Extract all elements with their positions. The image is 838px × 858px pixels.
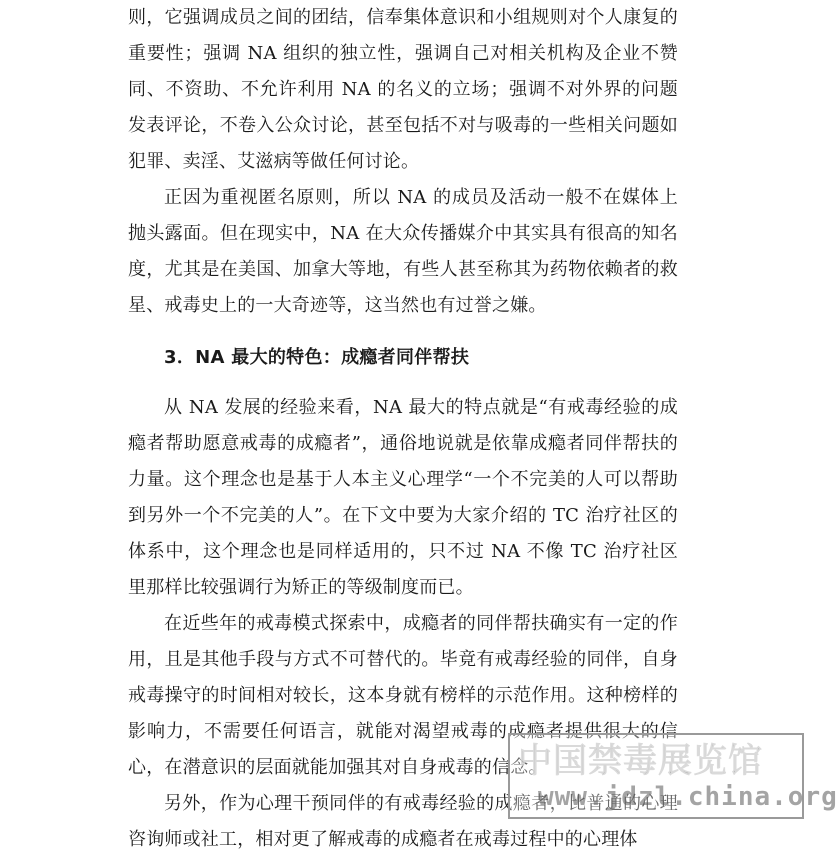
paragraph-4: 在近些年的戒毒模式探索中，成瘾者的同伴帮扶确实有一定的作用，且是其他手段与方式不可替代的。毕竟有戒毒经验的同伴，自身戒毒操守的时间相对较长，这本身就有榜样的示范作用。这种榜样的影响力，不需要任何语言，就能对渴望戒毒的成瘾者提供很大的信心，在潜意识的层面就能加强其对自身戒毒的信念。 — [128, 613, 678, 778]
paragraph-3: 从 NA 发展的经验来看，NA 最大的特点就是“有戒毒经验的成瘾者帮助愿意戒毒的成瘾者”，通俗地说就是依靠成瘾者同伴帮扶的力量。这个理念也是基于人本主义心理学“一个不完美的人可以帮助到另外一个不完美的人”。在下文中要为大家介绍的 TC 治疗社区的体系中，这个理念也是同样适用的，只不过 NA 不像 TC 治疗社区里那样比较强调行为矫正的等级制度而已。 — [128, 397, 678, 598]
paragraph-1: 则，它强调成员之间的团结，信奉集体意识和小组规则对个人康复的重要性；强调 NA 组织的独立性，强调自己对相关机构及企业不赞同、不资助、不允许利用 NA 的名义的立场；强调不对外界的问题发表评论，不卷入公众讨论，甚至包括不对与吸毒的一些相关问题如犯罪、卖淫、艾滋病等做任何讨论。 — [128, 7, 678, 172]
watermark-title: 中国禁毒展览馆 — [518, 741, 763, 781]
document-page — [128, 0, 678, 858]
section-heading: 3．NA 最大的特色：成瘾者同伴帮扶 — [164, 347, 470, 368]
paragraph-2: 正因为重视匿名原则，所以 NA 的成员及活动一般不在媒体上抛头露面。但在现实中，NA 在大众传播媒介中其实具有很高的知名度，尤其是在美国、加拿大等地，有些人甚至称其为药物依赖者的救星、戒毒史上的一大奇迹等，这当然也有过誉之嫌。 — [128, 187, 678, 316]
watermark-url: www.jdzl.china.org — [538, 782, 838, 812]
paragraph-5: 另外，作为心理干预同伴的有戒毒经验的成瘾者，比普通的心理咨询师或社工，相对更了解戒毒的成瘾者在戒毒过程中的心理体 — [128, 793, 678, 850]
watermark-logo — [508, 733, 838, 819]
